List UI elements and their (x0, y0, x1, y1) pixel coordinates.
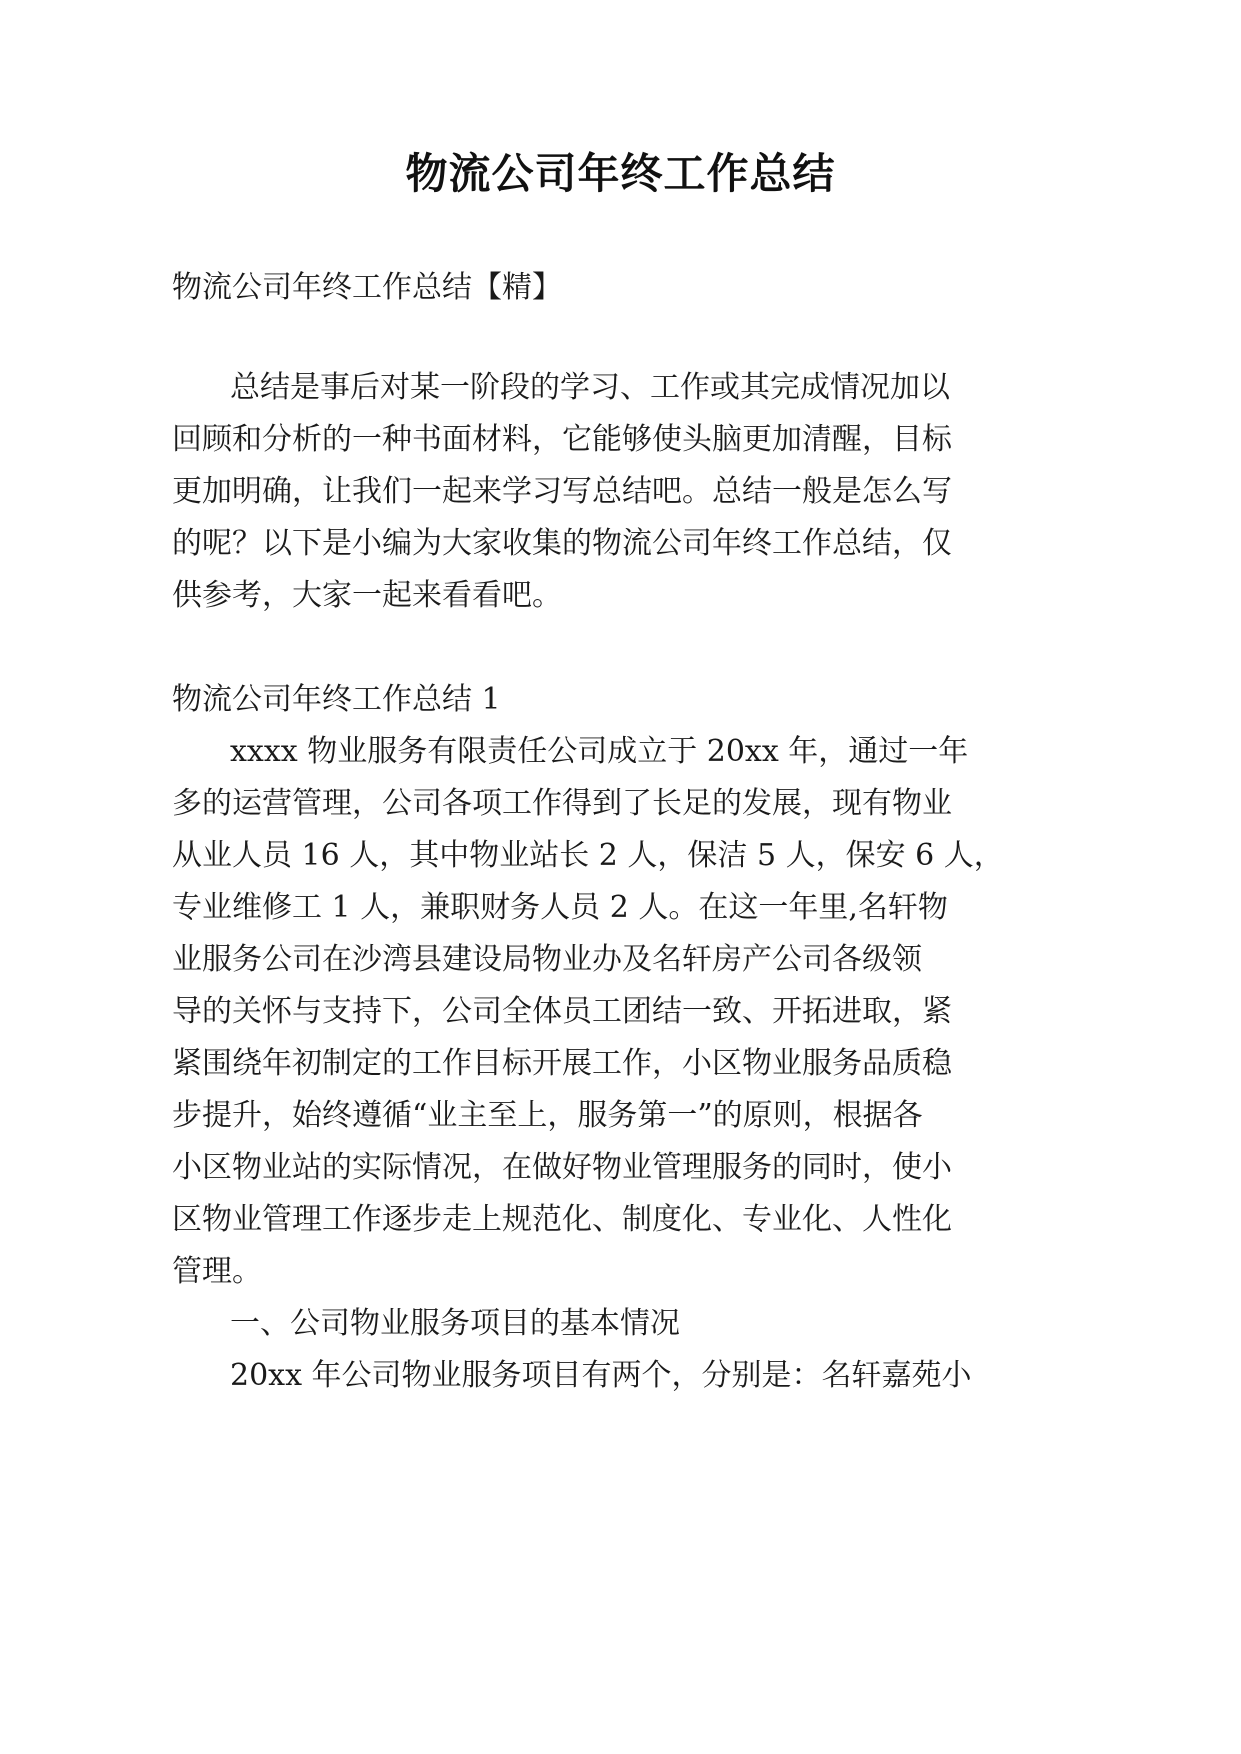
body-line: 业服务公司在沙湾县建设局物业办及名轩房产公司各级领 (172, 942, 922, 977)
body-line: 20xx 年公司物业服务项目有两个，分别是：名轩嘉苑小 (230, 1358, 972, 1393)
body-line: 小区物业站的实际情况，在做好物业管理服务的同时，使小 (172, 1150, 952, 1185)
section-heading: 物流公司年终工作总结 1 (172, 682, 501, 717)
body-line: 导的关怀与支持下，公司全体员工团结一致、开拓进取，紧 (172, 994, 952, 1029)
body-line: 紧围绕年初制定的工作目标开展工作，小区物业服务品质稳 (172, 1046, 952, 1081)
intro-line: 的呢？以下是小编为大家收集的物流公司年终工作总结，仅 (172, 526, 952, 561)
body-line: 步提升，始终遵循“业主至上，服务第一”的原则，根据各 (172, 1098, 923, 1133)
intro-line: 总结是事后对某一阶段的学习、工作或其完成情况加以 (230, 370, 950, 405)
body-line: 管理。 (172, 1254, 262, 1289)
body-line: 专业维修工 1 人，兼职财务人员 2 人。在这一年里,名轩物 (172, 890, 948, 925)
subheading: 一、公司物业服务项目的基本情况 (230, 1306, 680, 1341)
body-line: 多的运营管理，公司各项工作得到了长足的发展，现有物业 (172, 786, 952, 821)
body-line: xxxx 物业服务有限责任公司成立于 20xx 年，通过一年 (230, 734, 969, 769)
body-line: 从业人员 16 人，其中物业站长 2 人，保洁 5 人，保安 6 人， (172, 838, 1004, 873)
intro-line: 更加明确，让我们一起来学习写总结吧。总结一般是怎么写 (172, 474, 952, 509)
body-line: 区物业管理工作逐步走上规范化、制度化、专业化、人性化 (172, 1202, 952, 1237)
document-title: 物流公司年终工作总结 (405, 149, 836, 198)
intro-line: 回顾和分析的一种书面材料，它能够使头脑更加清醒，目标 (172, 422, 952, 457)
document-subtitle: 物流公司年终工作总结【精】 (172, 270, 562, 305)
intro-line: 供参考，大家一起来看看吧。 (172, 578, 562, 613)
